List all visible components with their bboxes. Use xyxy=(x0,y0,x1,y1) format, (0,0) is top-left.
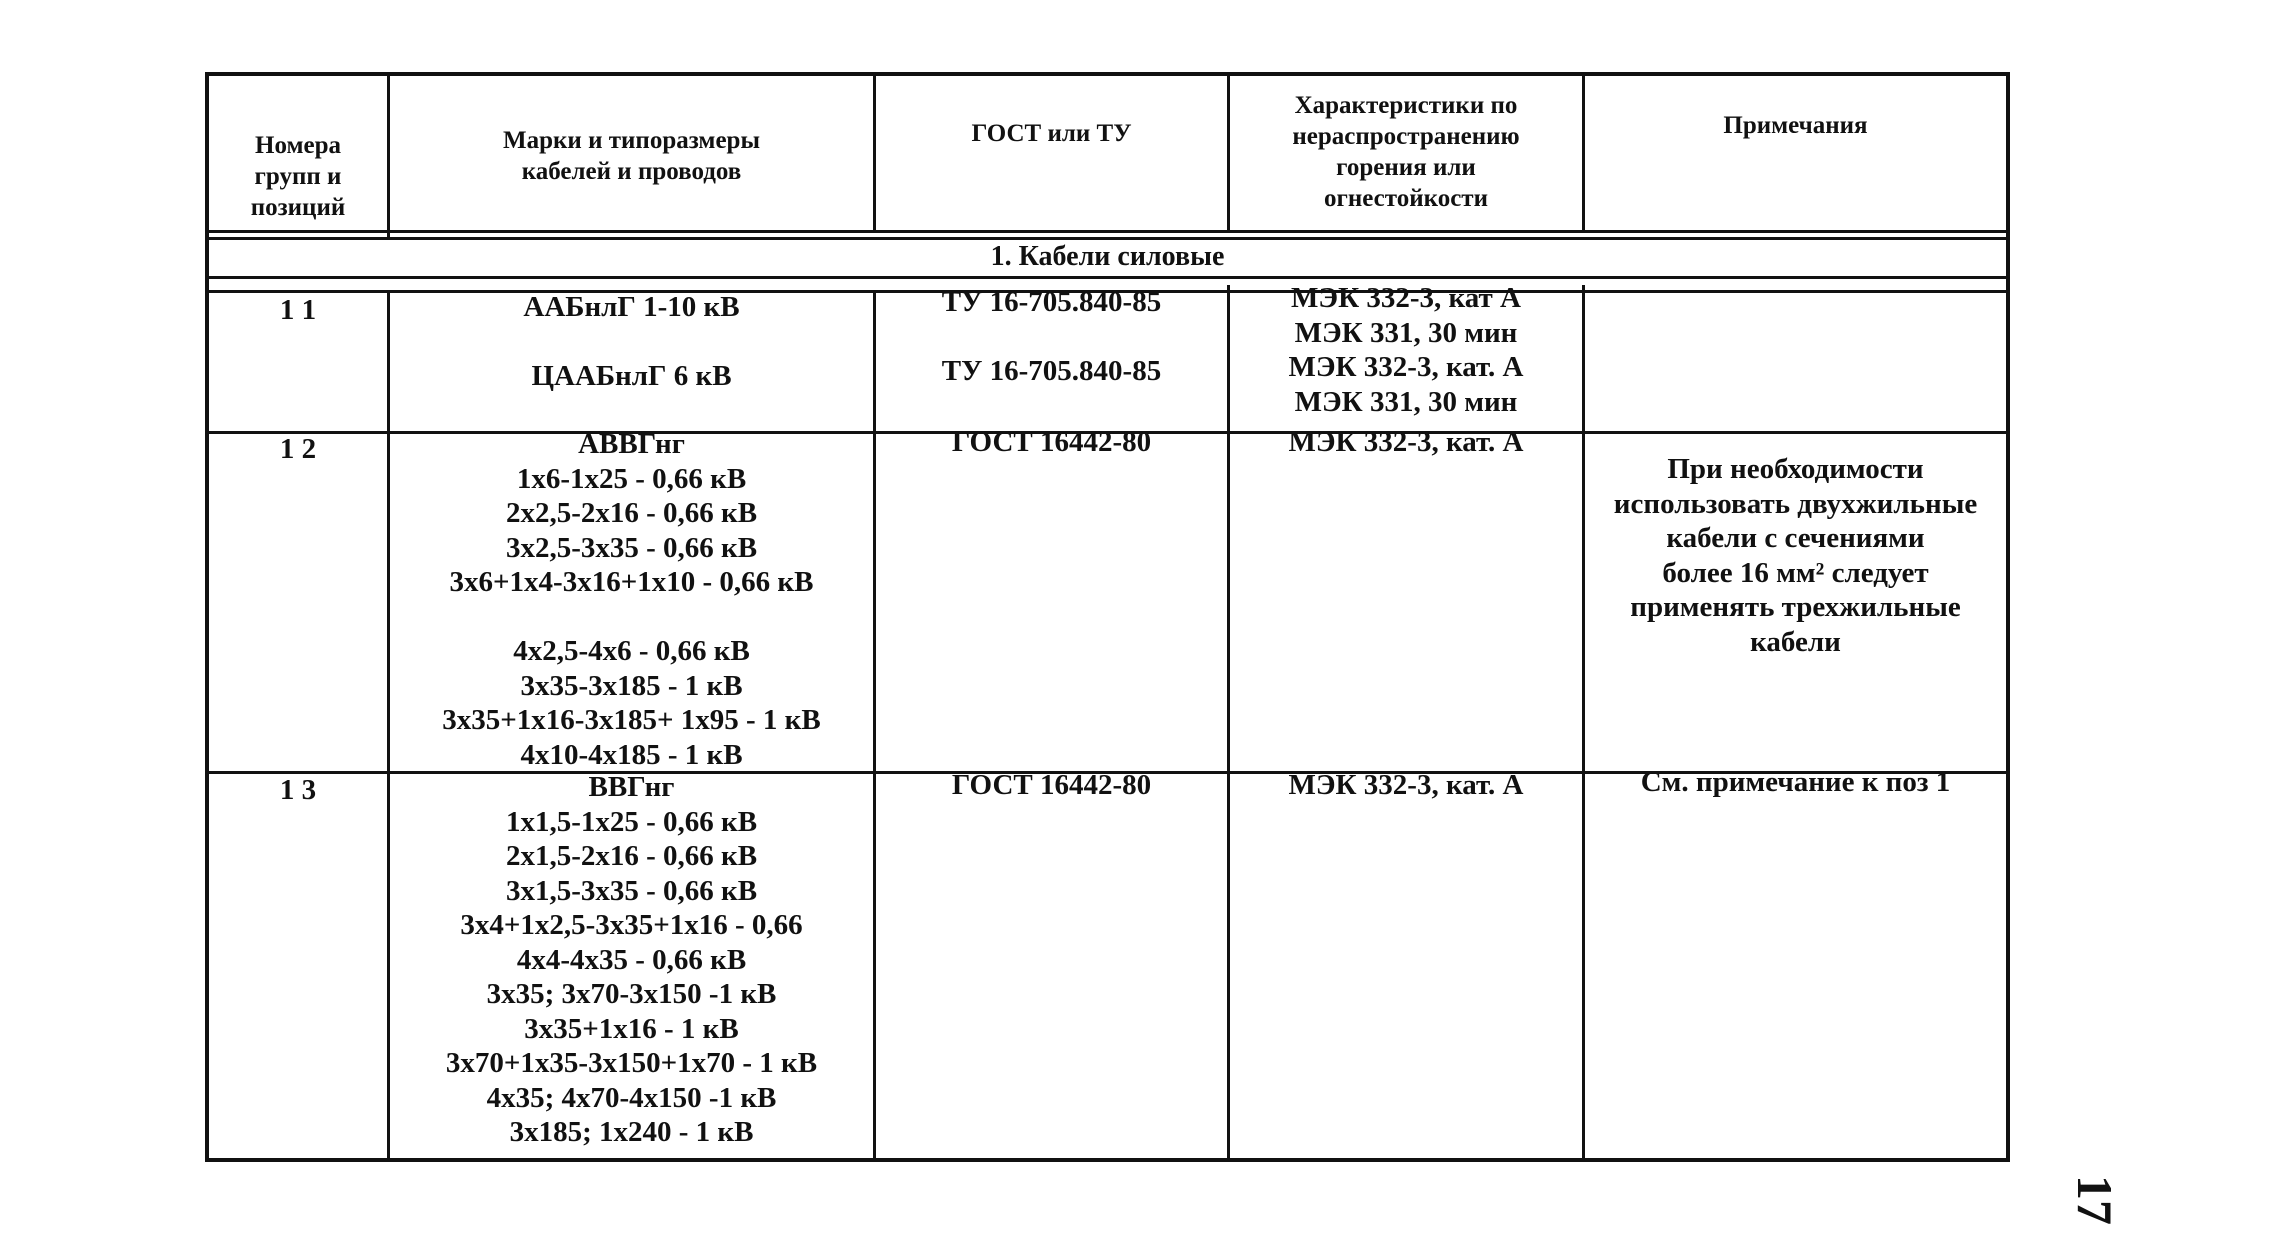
header-line: ГОСТ или ТУ xyxy=(971,120,1132,147)
header-line: групп и xyxy=(254,163,342,190)
cable-mark: 4х35; 4х70-4х150 -1 кВ xyxy=(486,1081,777,1114)
cable-mark: 3х2,5-3х35 - 0,66 кВ xyxy=(505,531,758,564)
gost-ref: ГОСТ 16442-80 xyxy=(951,426,1152,458)
header-line: нераспространению xyxy=(1292,123,1520,150)
cable-mark: ВВГнг xyxy=(588,771,675,803)
note-line: кабели xyxy=(1750,625,1841,658)
cable-mark: 3х35+1х16-3х185+ 1х95 - 1 кВ xyxy=(442,704,821,736)
table-border-left xyxy=(205,72,209,1162)
header-line: Марки и типоразмеры xyxy=(503,127,760,154)
cable-mark: 1х6-1х25 - 0,66 кВ xyxy=(516,462,747,495)
cable-mark: 4х10-4х185 - 1 кВ xyxy=(520,738,743,771)
cable-mark xyxy=(390,600,873,635)
note-line: При необходимости xyxy=(1667,453,1924,485)
gost-ref: ТУ 16-705.840-85 xyxy=(941,286,1162,318)
row-number: 1 3 xyxy=(279,774,317,806)
characteristics-cell xyxy=(1230,281,1582,419)
notes-cell xyxy=(1585,765,2006,800)
column-divider xyxy=(873,290,876,1160)
cable-mark: 3х35-3х185 - 1 кВ xyxy=(520,669,743,702)
gost-cell xyxy=(876,425,1227,460)
cable-mark: 3х4+1х2,5-3х35+1х16 - 0,66 xyxy=(460,909,803,941)
cable-marks xyxy=(390,770,873,1150)
characteristics-cell xyxy=(1230,768,1582,803)
note-line: более 16 мм² следует xyxy=(1662,556,1929,589)
cable-mark: 2х2,5-2х16 - 0,66 кВ xyxy=(505,497,758,529)
gost-ref xyxy=(876,320,1227,355)
header-line: кабелей и проводов xyxy=(521,158,742,185)
characteristic: МЭК 331, 30 мин xyxy=(1294,385,1518,418)
table-border-bottom xyxy=(205,1158,2010,1162)
header-cell-marks xyxy=(390,125,873,187)
cable-mark: 2х1,5-2х16 - 0,66 кВ xyxy=(505,840,758,872)
row-number: 1 1 xyxy=(279,294,317,326)
column-divider xyxy=(873,72,876,232)
notes-cell xyxy=(1585,452,2006,659)
cable-mark: 3х70+1х35-3х150+1х70 - 1 кВ xyxy=(445,1047,818,1079)
gost-ref: ГОСТ 16442-80 xyxy=(951,769,1152,801)
table-border-right xyxy=(2006,72,2010,1162)
note-line: применять трехжильные xyxy=(1630,591,1961,623)
header-cell-gost xyxy=(876,118,1227,149)
characteristic: МЭК 331, 30 мин xyxy=(1294,316,1518,349)
column-divider xyxy=(1582,285,1585,1160)
cable-mark: ААБнлГ 1-10 кВ xyxy=(523,291,740,323)
cable-mark: 3х35; 3х70-3х150 -1 кВ xyxy=(486,978,777,1010)
cable-mark: 3х35+1х16 - 1 кВ xyxy=(524,1012,739,1045)
gost-cell xyxy=(876,285,1227,389)
cable-marks xyxy=(390,290,873,394)
section-bottom-rule xyxy=(205,276,2010,279)
header-bottom-rule xyxy=(205,230,2010,233)
characteristic: МЭК 332-3, кат. А xyxy=(1288,769,1524,801)
header-line: Номера xyxy=(255,132,341,159)
gost-cell xyxy=(876,768,1227,803)
header-line: огнестойкости xyxy=(1324,185,1488,212)
characteristics-cell xyxy=(1230,425,1582,460)
header-line: горения или xyxy=(1336,154,1476,181)
cable-marks xyxy=(390,427,873,772)
header-cell-notes xyxy=(1585,110,2006,141)
note-line: См. примечание к поз 1 xyxy=(1640,766,1951,798)
section-title: 1. Кабели силовые xyxy=(990,241,1225,272)
cable-mark: 3х185; 1х240 - 1 кВ xyxy=(509,1116,754,1148)
cable-mark: ЦААБнлГ 6 кВ xyxy=(531,360,732,392)
characteristic: МЭК 332-3, кат А xyxy=(1291,282,1521,314)
cable-mark: 1х1,5-1х25 - 0,66 кВ xyxy=(505,805,758,838)
cable-mark: АВВГнг xyxy=(578,428,685,460)
page-number: 17 xyxy=(2067,1175,2123,1225)
gost-ref: ТУ 16-705.840-85 xyxy=(941,355,1162,387)
header-line: Характеристики по xyxy=(1294,92,1518,119)
cable-mark: 4х4-4х35 - 0,66 кВ xyxy=(516,943,747,976)
cable-mark xyxy=(390,325,873,360)
header-cell-number xyxy=(209,130,387,223)
characteristic: МЭК 332-3, кат. А xyxy=(1288,351,1524,383)
header-line: Примечания xyxy=(1723,112,1868,139)
note-line: использовать двухжильные xyxy=(1613,487,1978,520)
row-number: 1 2 xyxy=(279,433,317,465)
cable-mark: 4х2,5-4х6 - 0,66 кВ xyxy=(513,635,750,667)
table-border-top xyxy=(205,72,2010,76)
header-cell-characteristics xyxy=(1230,90,1582,214)
note-line: кабели с сечениями xyxy=(1666,522,1925,554)
cable-mark: 3х1,5-3х35 - 0,66 кВ xyxy=(505,874,758,907)
characteristic: МЭК 332-3, кат. А xyxy=(1288,426,1524,458)
header-line: позиций xyxy=(250,194,346,221)
cable-mark: 3х6+1х4-3х16+1х10 - 0,66 кВ xyxy=(449,566,814,598)
column-divider xyxy=(1582,72,1585,232)
